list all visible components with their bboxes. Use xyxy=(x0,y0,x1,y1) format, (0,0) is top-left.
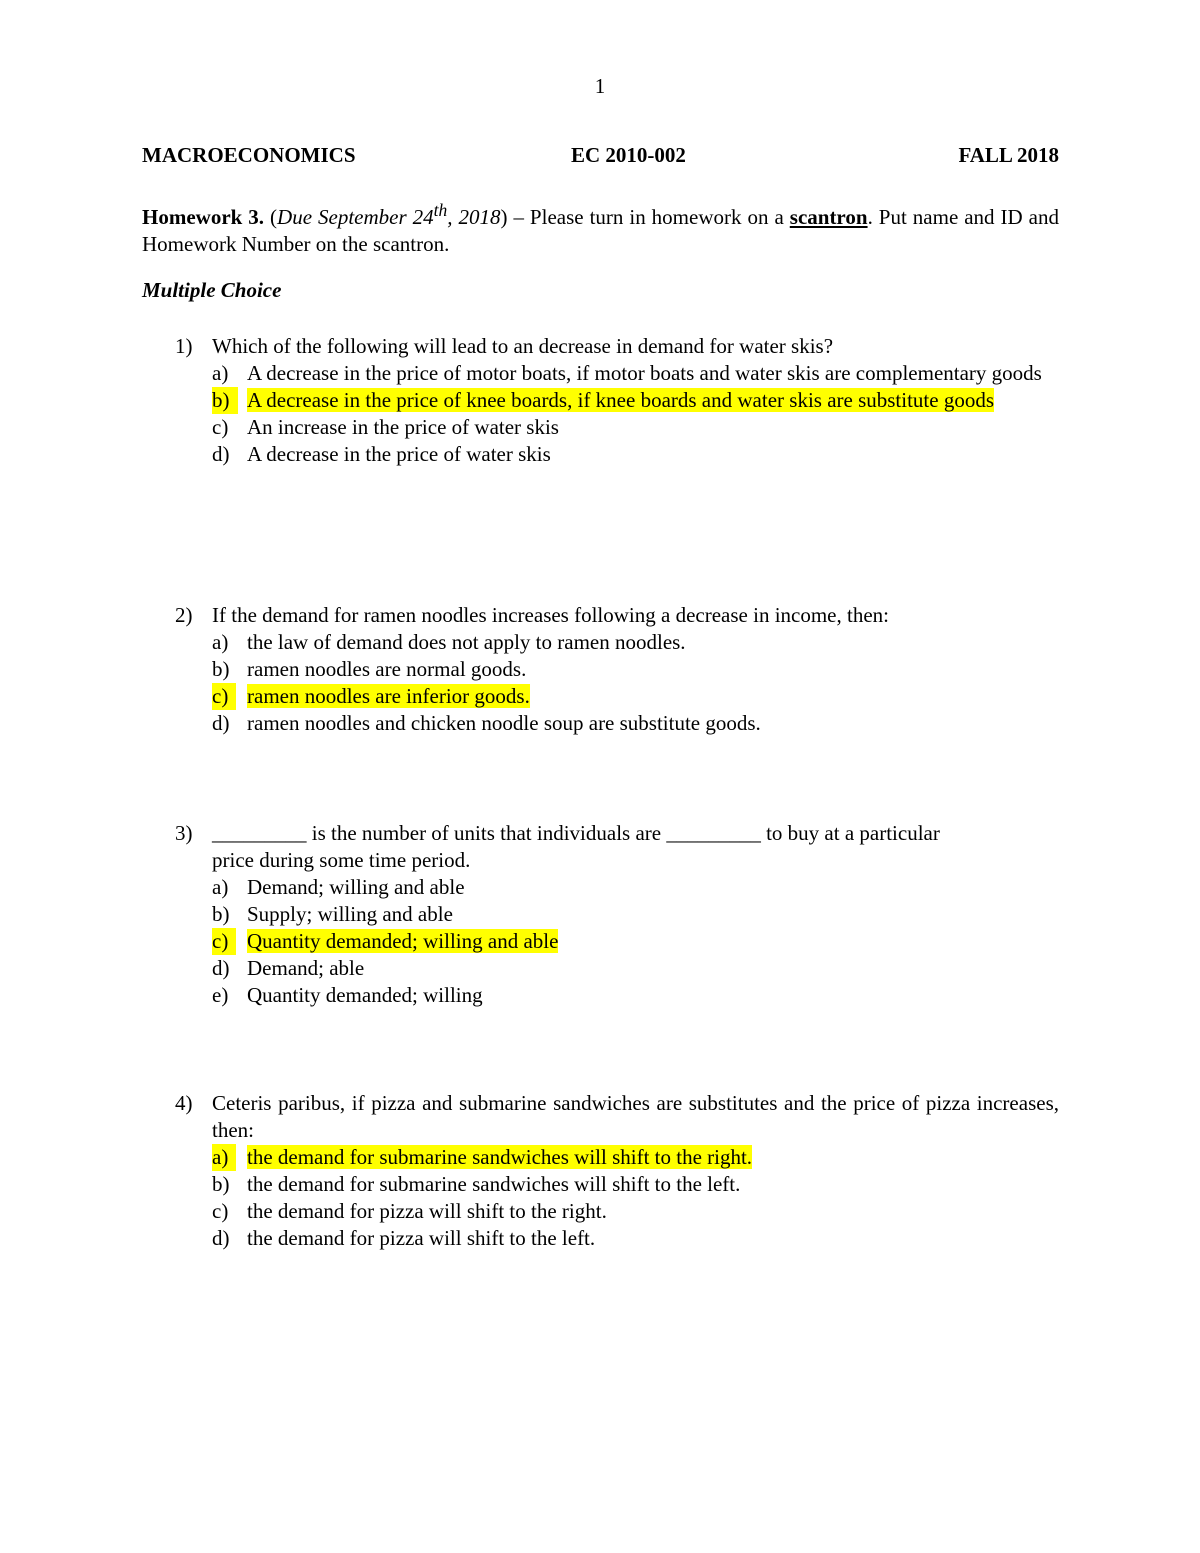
question-number: 3) xyxy=(175,821,193,845)
option-letter: c) xyxy=(212,928,236,955)
question-2 xyxy=(142,602,1059,737)
answer-highlight: A decrease in the price of knee boards, if knee boards and water skis are substitute goods xyxy=(247,388,995,412)
option-text: Demand; able xyxy=(247,956,365,980)
option-letter: c) xyxy=(212,1199,229,1223)
answer-highlight: the demand for submarine sandwiches will shift to the right. xyxy=(247,1145,753,1169)
due-date-suffix: , 2018 xyxy=(447,205,501,229)
option-letter: b) xyxy=(212,902,230,926)
option-a xyxy=(142,629,1059,656)
option-c-correct xyxy=(142,683,1059,710)
option-text: the law of demand does not apply to ramen noodles. xyxy=(247,630,686,654)
option-text: the demand for pizza will shift to the right. xyxy=(247,1199,607,1223)
answer-highlight: Quantity demanded; willing and able xyxy=(247,929,559,953)
option-letter: a) xyxy=(212,630,229,654)
course-term: FALL 2018 xyxy=(958,143,1059,167)
option-letter: a) xyxy=(212,361,229,385)
option-letter: e) xyxy=(212,983,229,1007)
due-date xyxy=(277,200,501,229)
course-title: MACROECONOMICS xyxy=(142,143,356,167)
question-text: If the demand for ramen noodles increases following a decrease in income, then: xyxy=(212,603,889,627)
option-letter: b) xyxy=(212,387,238,414)
option-letter: d) xyxy=(212,956,230,980)
option-a xyxy=(142,874,1059,901)
question-stem xyxy=(142,333,1059,360)
question-number: 4) xyxy=(175,1091,193,1115)
option-letter: b) xyxy=(212,657,230,681)
question-stem xyxy=(142,602,1059,629)
option-text-highlighted xyxy=(247,387,1059,414)
option-d xyxy=(142,441,1059,468)
course-code: EC 2010-002 xyxy=(571,143,686,167)
document-header xyxy=(142,143,1059,171)
question-number: 2) xyxy=(175,603,193,627)
option-text-highlighted xyxy=(247,683,1059,710)
option-text-highlighted xyxy=(247,928,1059,955)
question-stem xyxy=(142,820,1059,874)
option-a-correct xyxy=(142,1144,1059,1171)
option-text: An increase in the price of water skis xyxy=(247,415,559,439)
option-letter: b) xyxy=(212,1172,230,1196)
option-text: the demand for submarine sandwiches will shift to the left. xyxy=(247,1172,741,1196)
option-letter: d) xyxy=(212,711,230,735)
intro-text: ) – Please turn in homework on a xyxy=(500,205,790,229)
option-text: A decrease in the price of motor boats, if motor boats and water skis are complementary goods xyxy=(247,361,1042,385)
option-text: Supply; willing and able xyxy=(247,902,453,926)
option-c xyxy=(142,414,1059,441)
question-text: _________ is the number of units that individuals are _________ to buy at a particular xyxy=(212,821,940,845)
question-text: Which of the following will lead to an decrease in demand for water skis? xyxy=(212,334,834,358)
option-letter: a) xyxy=(212,875,229,899)
question-number: 1) xyxy=(175,334,193,358)
option-c xyxy=(142,1198,1059,1225)
option-text: ramen noodles are normal goods. xyxy=(247,657,527,681)
option-d xyxy=(142,955,1059,982)
homework-instructions xyxy=(142,197,1059,258)
option-text: the demand for pizza will shift to the left. xyxy=(247,1226,596,1250)
question-text: Ceteris paribus, if pizza and submarine sandwiches are substitutes and the price of pizza increases, then: xyxy=(212,1091,1059,1142)
option-letter: d) xyxy=(212,1226,230,1250)
due-date-prefix: Due September 24 xyxy=(277,205,434,229)
option-letter: c) xyxy=(212,415,229,439)
question-stem xyxy=(142,1090,1059,1144)
option-b-correct xyxy=(142,387,1059,414)
option-b xyxy=(142,656,1059,683)
page-number: 1 xyxy=(594,74,606,98)
option-d xyxy=(142,1225,1059,1252)
question-4 xyxy=(142,1090,1059,1252)
option-letter: a) xyxy=(212,1144,236,1171)
answer-highlight: ramen noodles are inferior goods. xyxy=(247,684,530,708)
option-text: Demand; willing and able xyxy=(247,875,465,899)
option-letter: c) xyxy=(212,683,236,710)
intro-rest: . Put name and ID and Homework Number on the scantron. xyxy=(142,205,1059,256)
option-b xyxy=(142,901,1059,928)
option-text-highlighted xyxy=(247,1144,1059,1171)
option-text: Quantity demanded; willing xyxy=(247,983,483,1007)
option-d xyxy=(142,710,1059,737)
option-a xyxy=(142,360,1059,387)
option-e xyxy=(142,982,1059,1009)
option-c-correct xyxy=(142,928,1059,955)
option-letter: d) xyxy=(212,442,230,466)
intro-open-paren: ( xyxy=(264,205,278,229)
homework-label: Homework 3. xyxy=(142,205,265,229)
section-title: Multiple Choice xyxy=(142,278,282,302)
option-text: ramen noodles and chicken noodle soup are substitute goods. xyxy=(247,711,761,735)
question-1 xyxy=(142,333,1059,468)
scantron-emphasis: scantron xyxy=(789,205,868,229)
due-date-superscript: th xyxy=(433,200,448,220)
question-text-continued: price during some time period. xyxy=(212,848,471,872)
option-text: A decrease in the price of water skis xyxy=(247,442,551,466)
option-b xyxy=(142,1171,1059,1198)
question-3 xyxy=(142,820,1059,1009)
